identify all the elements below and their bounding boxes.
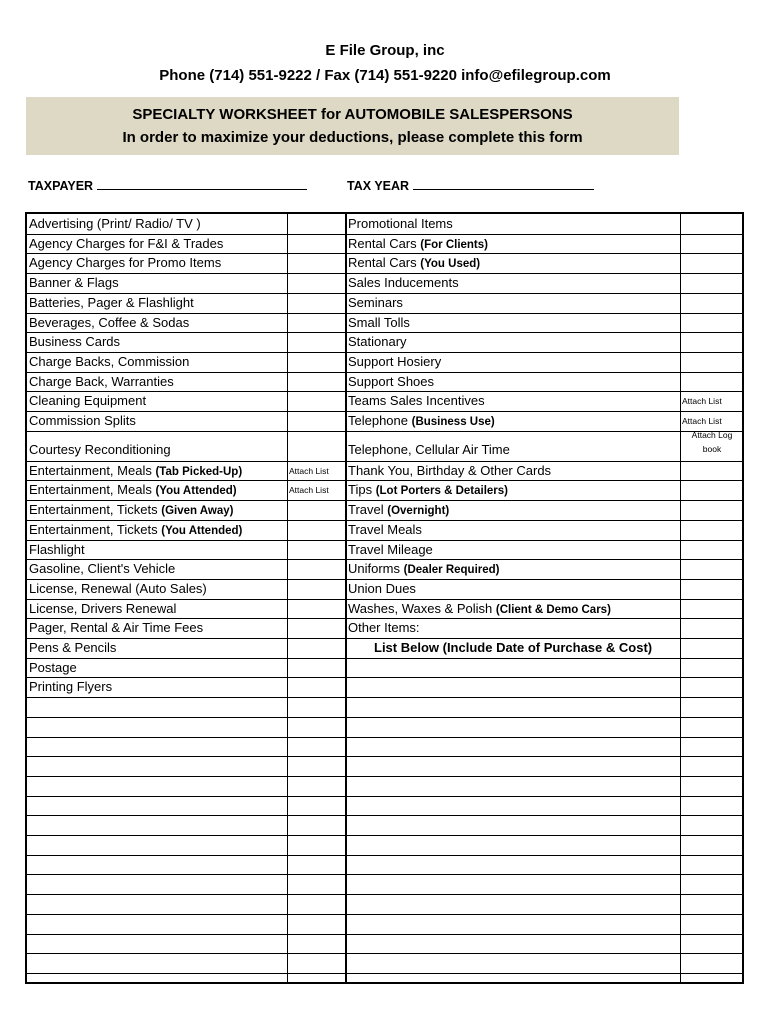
- right-item: [348, 619, 420, 637]
- left-amount-cell[interactable]: [288, 501, 343, 517]
- left-item: [29, 678, 112, 696]
- right-item: [348, 274, 459, 292]
- right-blank-entry[interactable]: [347, 757, 679, 773]
- right-blank-entry[interactable]: [347, 935, 679, 951]
- left-amount-cell[interactable]: [288, 560, 343, 576]
- left-amount-cell[interactable]: [288, 412, 343, 428]
- attach-list-note: Attach List: [289, 465, 329, 476]
- left-item: [29, 314, 189, 332]
- right-item-label: Rental Cars: [348, 255, 417, 271]
- right-item-label: Support Hosiery: [348, 353, 442, 369]
- left-blank-entry[interactable]: [28, 738, 286, 754]
- attach-log-note: [681, 430, 743, 455]
- right-item-qualifier: (Lot Porters & Detailers): [375, 485, 508, 498]
- tax-year-field[interactable]: [347, 177, 594, 193]
- left-item: [29, 215, 201, 233]
- worksheet-subtitle: In order to maximize your deductions, please complete this form: [122, 129, 583, 146]
- attach-log-line2: book: [702, 443, 722, 454]
- left-amount-cell[interactable]: [288, 541, 343, 557]
- attach-list-note: Attach List: [682, 416, 722, 426]
- left-amount-cell[interactable]: [288, 373, 343, 389]
- right-item: [348, 373, 434, 391]
- left-amount-cell[interactable]: [288, 314, 343, 330]
- left-item-label: Agency Charges for F&I & Trades: [29, 235, 224, 251]
- right-item: [348, 521, 422, 539]
- right-item: [348, 541, 433, 559]
- taxpayer-label: TAXPAYER: [28, 179, 94, 193]
- left-amount-cell[interactable]: [288, 659, 343, 675]
- attach-list-note: Attach List: [289, 485, 329, 496]
- left-item: [29, 619, 203, 637]
- grid-row-divider: [27, 658, 742, 659]
- left-amount-cell[interactable]: [288, 639, 343, 655]
- right-amount-cell[interactable]: [681, 215, 742, 231]
- right-amount-cell[interactable]: [681, 235, 742, 251]
- right-item: [348, 235, 488, 254]
- right-amount-cell[interactable]: [681, 580, 742, 596]
- taxpayer-field[interactable]: [28, 177, 307, 193]
- left-blank-entry[interactable]: [28, 915, 286, 931]
- right-item-label: Uniforms: [348, 561, 401, 577]
- left-item-label: Banner & Flags: [29, 275, 119, 291]
- left-amount-cell[interactable]: [288, 462, 343, 478]
- right-item-qualifier: (Business Use): [411, 416, 495, 428]
- left-item: [29, 333, 120, 351]
- worksheet-banner: [26, 97, 679, 155]
- right-item-label: Promotional Items: [348, 216, 453, 231]
- right-blank-entry[interactable]: [347, 718, 679, 734]
- left-amount-cell[interactable]: [288, 294, 343, 310]
- right-item-label: Small Tolls: [348, 314, 410, 330]
- left-item-qualifier: (Given Away): [161, 505, 234, 518]
- tax-year-label: TAX YEAR: [347, 179, 410, 193]
- right-item-label: Travel Mileage: [348, 541, 433, 557]
- attach-log-line1: Attach Log: [691, 429, 733, 440]
- left-blank-entry[interactable]: [28, 935, 286, 951]
- left-item: [29, 521, 242, 540]
- right-item: [348, 462, 551, 480]
- left-item-label: Agency Charges for Promo Items: [29, 255, 222, 271]
- right-amount-cell[interactable]: [681, 560, 742, 576]
- left-item-label: Commission Splits: [29, 413, 136, 428]
- attach-list-note: Attach List: [682, 396, 722, 407]
- left-amount-cell[interactable]: [288, 600, 343, 616]
- left-item-label: License, Renewal (Auto Sales): [29, 580, 207, 596]
- right-item: [348, 314, 410, 332]
- expense-grid: [25, 212, 744, 984]
- left-item-label: Printing Flyers: [29, 679, 113, 695]
- left-item: [29, 274, 119, 292]
- right-amount-cell[interactable]: [681, 600, 742, 616]
- right-blank-entry[interactable]: [347, 738, 679, 754]
- right-item-label: Telephone: [348, 413, 408, 428]
- left-item: [29, 235, 223, 253]
- left-item-label: License, Drivers Renewal: [29, 600, 177, 616]
- right-amount-cell[interactable]: [681, 412, 742, 428]
- right-item-label: Thank You, Birthday & Other Cards: [348, 462, 552, 478]
- left-item-qualifier: (You Attended): [155, 485, 237, 498]
- right-item-label: Stationary: [348, 334, 407, 350]
- right-item-label: Rental Cars: [348, 235, 417, 251]
- right-blank-entry[interactable]: [347, 915, 679, 931]
- left-amount-cell[interactable]: [288, 481, 343, 497]
- left-item: [29, 560, 175, 578]
- left-item: [29, 600, 176, 618]
- worksheet-title: SPECIALTY WORKSHEET for AUTOMOBILE SALESPERSONS: [132, 106, 573, 123]
- left-blank-entry[interactable]: [28, 856, 286, 872]
- left-blank-entry[interactable]: [28, 718, 286, 734]
- left-item: [29, 392, 146, 410]
- right-blank-entry[interactable]: [347, 698, 679, 714]
- right-item-qualifier: (Dealer Required): [403, 564, 500, 577]
- right-item: [348, 501, 449, 520]
- right-item: [348, 441, 510, 459]
- left-blank-entry[interactable]: [28, 698, 286, 714]
- left-item-qualifier: (You Attended): [161, 524, 243, 537]
- left-item-label: Batteries, Pager & Flashlight: [29, 294, 194, 310]
- left-item-label: Entertainment, Meals: [29, 462, 152, 478]
- right-item-qualifier: (For Clients): [420, 238, 488, 251]
- right-item: [348, 481, 508, 500]
- left-item: [29, 441, 171, 459]
- left-item-label: Entertainment, Tickets: [29, 502, 158, 518]
- right-item-qualifier: (Client & Demo Cars): [495, 603, 611, 616]
- right-item-label: Teams Sales Incentives: [348, 393, 485, 409]
- right-blank-entry[interactable]: [347, 797, 679, 813]
- grid-row-divider: [27, 677, 742, 678]
- left-item: [29, 373, 174, 391]
- right-item: [348, 353, 441, 371]
- right-blank-entry[interactable]: [347, 954, 679, 970]
- right-item: [348, 560, 500, 579]
- left-item: [29, 541, 85, 559]
- left-amount-cell[interactable]: [288, 678, 343, 694]
- left-item: [29, 294, 194, 312]
- right-item-label: Travel: [348, 502, 384, 518]
- right-amount-cell[interactable]: [681, 481, 742, 497]
- left-item: [29, 254, 221, 272]
- left-blank-entry[interactable]: [28, 836, 286, 852]
- right-item-label: Washes, Waxes & Polish: [348, 600, 493, 616]
- left-item: [29, 412, 136, 430]
- right-item: [348, 580, 416, 598]
- company-contact: Phone (714) 551-9222 / Fax (714) 551-9220 info@efilegroup.com: [159, 67, 611, 84]
- right-amount-cell[interactable]: [681, 333, 742, 349]
- right-blank-entry[interactable]: [347, 895, 679, 911]
- right-blank-entry[interactable]: [347, 974, 679, 990]
- right-blank-entry[interactable]: [347, 816, 679, 832]
- right-amount-cell[interactable]: [681, 501, 742, 517]
- left-item-label: Beverages, Coffee & Sodas: [29, 314, 190, 330]
- right-amount-cell[interactable]: [681, 294, 742, 310]
- left-amount-cell[interactable]: [288, 274, 343, 290]
- right-item-label: Travel Meals: [348, 521, 422, 537]
- right-blank-entry[interactable]: [347, 875, 679, 891]
- tax-year-line[interactable]: [413, 177, 594, 190]
- right-blank-entry[interactable]: [347, 856, 679, 872]
- left-blank-entry[interactable]: [28, 875, 286, 891]
- left-item: [29, 580, 207, 598]
- right-item-qualifier: (Overnight): [387, 505, 450, 518]
- right-amount-cell[interactable]: [681, 254, 742, 270]
- left-blank-entry[interactable]: [28, 954, 286, 970]
- left-blank-entry[interactable]: [28, 816, 286, 832]
- left-item-label: Charge Backs, Commission: [29, 353, 190, 369]
- right-amount-cell[interactable]: [681, 392, 742, 408]
- right-amount-cell[interactable]: [681, 462, 742, 478]
- left-item: [29, 639, 116, 657]
- left-item-label: Pager, Rental & Air Time Fees: [29, 620, 204, 636]
- right-amount-cell[interactable]: [681, 353, 742, 369]
- right-amount-cell[interactable]: [681, 541, 742, 557]
- left-item-label: Entertainment, Tickets: [29, 521, 158, 537]
- left-amount-cell[interactable]: [288, 432, 343, 448]
- left-item-label: Gasoline, Client's Vehicle: [29, 561, 176, 577]
- left-item: [29, 462, 242, 481]
- left-item-label: Advertising (Print/ Radio/ TV ): [29, 216, 201, 231]
- right-item-label: Seminars: [348, 294, 403, 310]
- left-item-label: Cleaning Equipment: [29, 393, 147, 409]
- right-amount-cell[interactable]: [681, 619, 742, 635]
- right-item: [348, 392, 485, 410]
- left-amount-cell[interactable]: [288, 333, 343, 349]
- right-item: [348, 254, 480, 273]
- right-item: [348, 294, 403, 312]
- right-blank-entry[interactable]: [347, 836, 679, 852]
- left-amount-cell[interactable]: [288, 254, 343, 270]
- left-item: [29, 353, 189, 371]
- left-item-label: Business Cards: [29, 334, 121, 350]
- list-below-instruction: List Below (Include Date of Purchase & Cost): [374, 640, 653, 655]
- left-item: [29, 501, 233, 520]
- left-item: [29, 659, 77, 677]
- right-blank-entry[interactable]: [347, 777, 679, 793]
- left-item-label: Flashlight: [29, 541, 85, 557]
- right-item-label: Union Dues: [348, 580, 416, 596]
- left-item: [29, 481, 237, 500]
- right-item: [348, 412, 495, 431]
- left-amount-cell[interactable]: [288, 215, 343, 231]
- left-blank-entry[interactable]: [28, 777, 286, 793]
- right-item-label: Telephone, Cellular Air Time: [348, 441, 510, 457]
- left-amount-cell[interactable]: [288, 235, 343, 251]
- left-blank-entry[interactable]: [28, 797, 286, 813]
- right-item-label: Other Items:: [348, 620, 420, 636]
- left-amount-cell[interactable]: [288, 619, 343, 635]
- left-item-label: Entertainment, Meals: [29, 482, 152, 498]
- right-amount-cell[interactable]: [681, 521, 742, 537]
- right-item: [348, 215, 453, 233]
- right-item-qualifier: (You Used): [420, 258, 481, 271]
- taxpayer-line[interactable]: [97, 177, 307, 190]
- left-item-qualifier: (Tab Picked-Up): [155, 465, 243, 478]
- right-amount-cell[interactable]: [681, 274, 742, 290]
- left-item-label: Charge Back, Warranties: [29, 373, 174, 389]
- right-item: [348, 600, 611, 619]
- right-amount-cell[interactable]: [681, 314, 742, 330]
- left-blank-entry[interactable]: [28, 895, 286, 911]
- right-item-label: Tips: [348, 482, 373, 498]
- left-amount-cell[interactable]: [288, 580, 343, 596]
- left-blank-entry[interactable]: [28, 757, 286, 773]
- right-item-label: Support Shoes: [348, 373, 435, 389]
- right-item-label: Sales Inducements: [348, 275, 459, 291]
- left-amount-cell[interactable]: [288, 353, 343, 369]
- left-item-label: Courtesy Reconditioning: [29, 441, 171, 457]
- left-item-label: Postage: [29, 659, 77, 675]
- right-item: [348, 333, 407, 351]
- left-blank-entry[interactable]: [28, 974, 286, 990]
- left-amount-cell[interactable]: [288, 392, 343, 408]
- company-name: E File Group, inc: [325, 42, 445, 59]
- left-item-label: Pens & Pencils: [29, 640, 117, 655]
- right-amount-cell[interactable]: [681, 373, 742, 389]
- left-amount-cell[interactable]: [288, 521, 343, 537]
